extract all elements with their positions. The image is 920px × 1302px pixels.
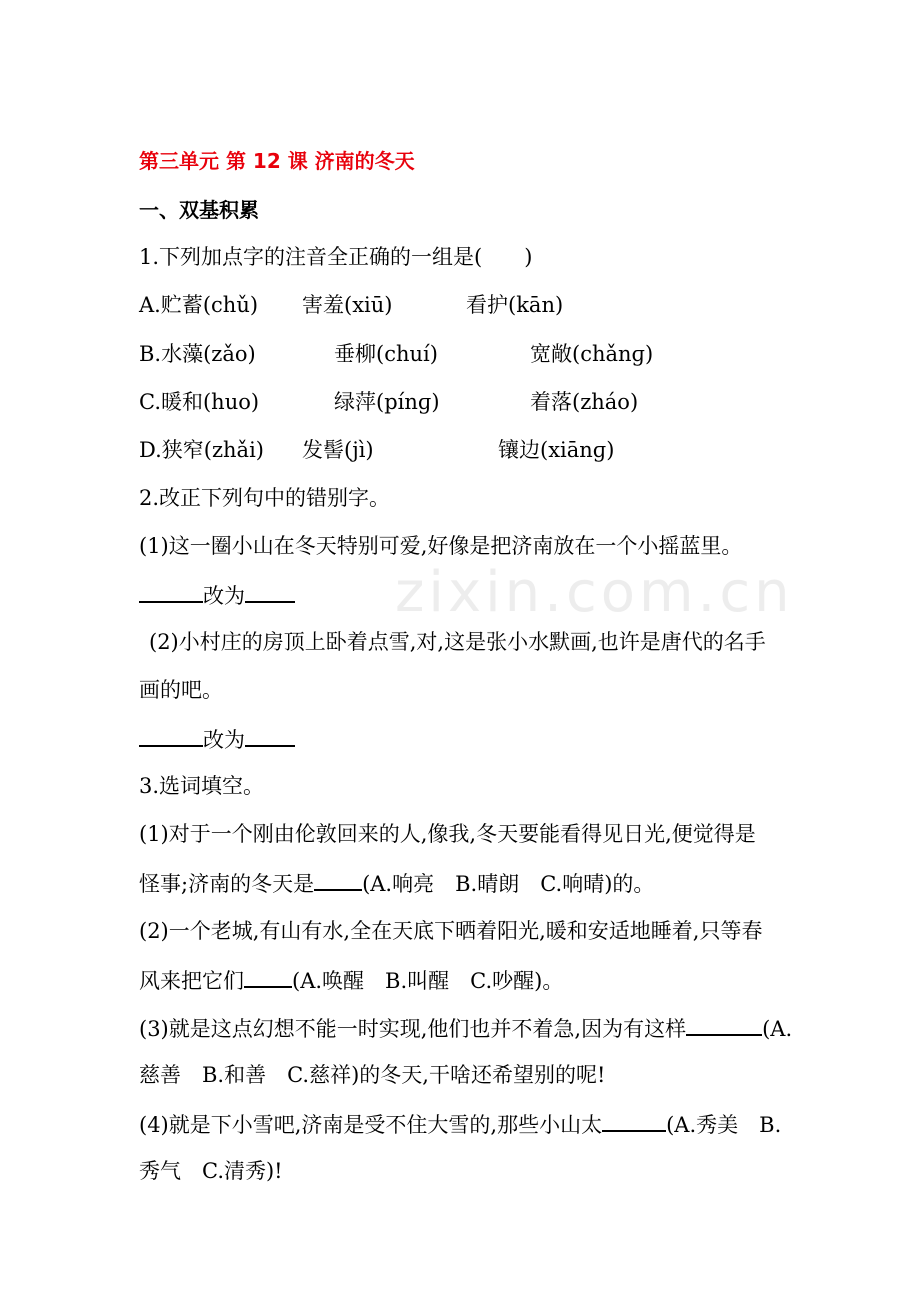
question-3-item-4-cont: 秀气 C.清秀)! xyxy=(139,1159,283,1183)
question-2-sentence-2: (2)小村庄的房顶上卧着点雪,对,这是张小水默画,也许是唐代的名手 xyxy=(149,630,766,654)
change-to-label: 改为 xyxy=(203,584,245,608)
option-d-word-1: D.狭窄(zhǎi) xyxy=(139,438,264,462)
sentence-text: 风来把它们 xyxy=(139,969,244,993)
option-b-word-1: B.水藻(zǎo) xyxy=(139,342,256,366)
question-2-sentence-2-cont: 画的吧。 xyxy=(139,678,223,702)
option-b-word-3: 宽敞(chǎnɡ) xyxy=(530,342,654,366)
question-1-stem: 1.下列加点字的注音全正确的一组是( ) xyxy=(139,245,533,269)
document-title: 第三单元 第 12 课 济南的冬天 xyxy=(139,149,415,173)
question-3-stem: 3.选词填空。 xyxy=(139,774,265,798)
question-3-item-4 xyxy=(139,1108,781,1140)
option-b-word-2: 垂柳(chuí) xyxy=(334,342,438,366)
option-c-word-2: 绿萍(pínɡ) xyxy=(334,390,440,414)
section-heading: 一、双基积累 xyxy=(139,198,259,222)
question-3-item-3-cont: 慈善 B.和善 C.慈祥)的冬天,干啥还希望别的呢! xyxy=(139,1063,606,1087)
answer-blank[interactable] xyxy=(245,723,295,747)
question-3-item-3 xyxy=(139,1012,792,1044)
option-d-word-3: 镶边(xiānɡ) xyxy=(498,438,615,462)
change-to-label: 改为 xyxy=(203,728,245,752)
answer-blank[interactable] xyxy=(139,579,203,603)
choices-text: (A.秀美 B. xyxy=(666,1113,782,1137)
sentence-text: 怪事;济南的冬天是 xyxy=(139,872,315,896)
answer-blank[interactable] xyxy=(602,1108,666,1132)
question-2-stem: 2.改正下列句中的错别字。 xyxy=(139,486,391,510)
answer-blank[interactable] xyxy=(686,1012,762,1036)
question-3-item-2-cont xyxy=(139,964,563,996)
answer-blank[interactable] xyxy=(245,579,295,603)
answer-blank[interactable] xyxy=(244,964,292,988)
question-2-answer-2 xyxy=(139,723,295,755)
question-2-answer-1 xyxy=(139,579,295,611)
answer-blank[interactable] xyxy=(139,723,203,747)
answer-blank[interactable] xyxy=(314,867,362,891)
question-2-sentence-1: (1)这一圈小山在冬天特别可爱,好像是把济南放在一个小摇蓝里。 xyxy=(139,534,743,558)
choices-text: (A. xyxy=(762,1017,793,1041)
choices-text: (A.响亮 B.晴朗 C.响晴)的。 xyxy=(362,872,655,896)
option-c-word-1: C.暖和(huo) xyxy=(139,390,260,414)
option-a-word-2: 害羞(xiū) xyxy=(302,293,393,317)
option-d-word-2: 发髻(jì) xyxy=(302,438,374,462)
sentence-text: (4)就是下小雪吧,济南是受不住大雪的,那些小山太 xyxy=(139,1113,603,1137)
question-3-item-2: (2)一个老城,有山有水,全在天底下晒着阳光,暖和安适地睡着,只等春 xyxy=(139,919,763,943)
choices-text: (A.唤醒 B.叫醒 C.吵醒)。 xyxy=(292,969,564,993)
sentence-text: (3)就是这点幻想不能一时实现,他们也并不着急,因为有这样 xyxy=(139,1017,687,1041)
question-3-item-1: (1)对于一个刚由伦敦回来的人,像我,冬天要能看得见日光,便觉得是 xyxy=(139,822,756,846)
watermark: zixin.com.cn xyxy=(395,560,794,625)
option-a-word-3: 看护(kān) xyxy=(466,293,564,317)
option-a-word-1: A.贮蓄(chǔ) xyxy=(139,293,259,317)
option-c-word-3: 着落(zháo) xyxy=(530,390,639,414)
question-3-item-1-cont xyxy=(139,867,654,899)
